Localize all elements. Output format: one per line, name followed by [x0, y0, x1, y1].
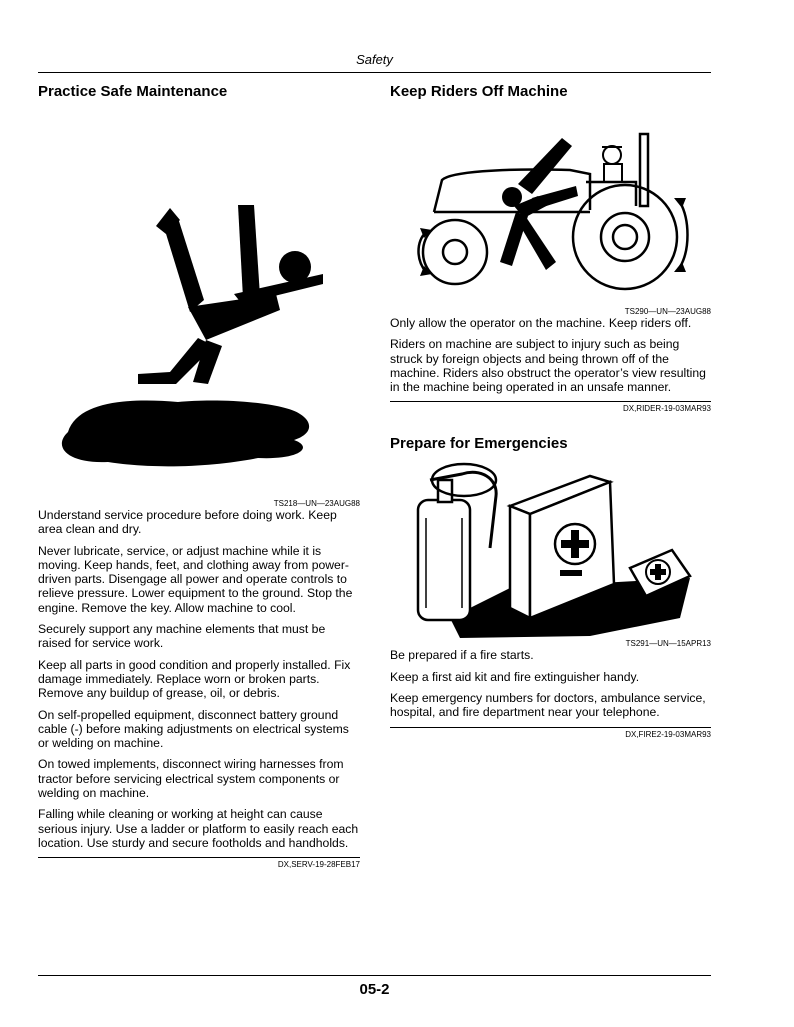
paragraph: On towed implements, disconnect wiring harnesses from tractor before servicing electrical system components or welding on machine. — [38, 757, 344, 801]
first-aid-extinguisher-icon — [390, 458, 711, 640]
slipping-person-icon — [38, 102, 360, 508]
doc-code: DX,SERV-19-28FEB17 — [277, 860, 360, 870]
section-title: Prepare for Emergencies — [390, 435, 568, 453]
section-rule — [38, 857, 360, 858]
doc-code: DX,FIRE2-19-03MAR93 — [625, 729, 711, 739]
paragraph: Securely support any machine elements that must be raised for service work. — [38, 622, 326, 651]
paragraph: Falling while cleaning or working at height can cause serious injury. Use a ladder or platform to easily reach each location. Use sturdy and secure footholds and handholds. — [38, 807, 359, 850]
paragraph: Never lubricate, service, or adjust machine while it is moving. Keep hands, feet, and clothing away from power-driven parts. Disengage all power and operate controls to relieve pressure. Lower equipment to the ground. Stop the engine. Remove the key. Allow machine to cool. — [38, 543, 353, 615]
section-title: Keep Riders Off Machine — [390, 83, 568, 100]
paragraph: Keep a first aid kit and fire extinguisher handy. — [390, 669, 640, 684]
figure-code: TS291—UN—15APR13 — [625, 639, 711, 649]
doc-code: DX,RIDER-19-03MAR93 — [622, 404, 711, 414]
page-header-title: Safety — [356, 52, 393, 67]
paragraph: Keep all parts in good condition and properly installed. Fix damage immediately. Replace worn or broken parts. Remove any buildup of grease, oil, or debris. — [38, 657, 351, 701]
paragraph: Only allow the operator on the machine. Keep riders off. — [390, 316, 692, 330]
paragraph: Riders on machine are subject to injury such as being struck by foreign objects and being thrown off of the machine. Riders also obstruct the operator’s view resulting in the machine being operated in an unsafe manner. — [390, 337, 706, 395]
figure-code: TS218—UN—23AUG88 — [273, 499, 360, 508]
section-title: Practice Safe Maintenance — [38, 83, 228, 100]
header-rule — [38, 72, 711, 73]
page-number: 05-2 — [359, 981, 390, 998]
section-keep-riders-off — [390, 82, 711, 414]
paragraph: On self-propelled equipment, disconnect battery ground cable (-) before making adjustments on electrical systems or welding on machine. — [38, 707, 349, 751]
tractor-rider-illustration — [390, 102, 711, 316]
slip-fall-illustration — [38, 102, 360, 508]
section-safe-maintenance — [38, 82, 360, 870]
section-rule — [390, 401, 711, 402]
paragraph: Keep emergency numbers for doctors, ambulance service, hospital, and fire department near your telephone. — [390, 691, 706, 720]
footer-rule — [38, 975, 711, 976]
paragraph: Be prepared if a fire starts. — [390, 648, 534, 663]
paragraph: Understand service procedure before doing work. Keep area clean and dry. — [38, 508, 337, 537]
tractor-rider-icon — [390, 102, 711, 307]
emergency-equipment-illustration — [390, 458, 711, 648]
section-rule — [390, 727, 711, 728]
right-column — [390, 82, 711, 740]
section-prepare-emergencies — [390, 434, 711, 739]
figure-code: TS290—UN—23AUG88 — [624, 307, 711, 316]
